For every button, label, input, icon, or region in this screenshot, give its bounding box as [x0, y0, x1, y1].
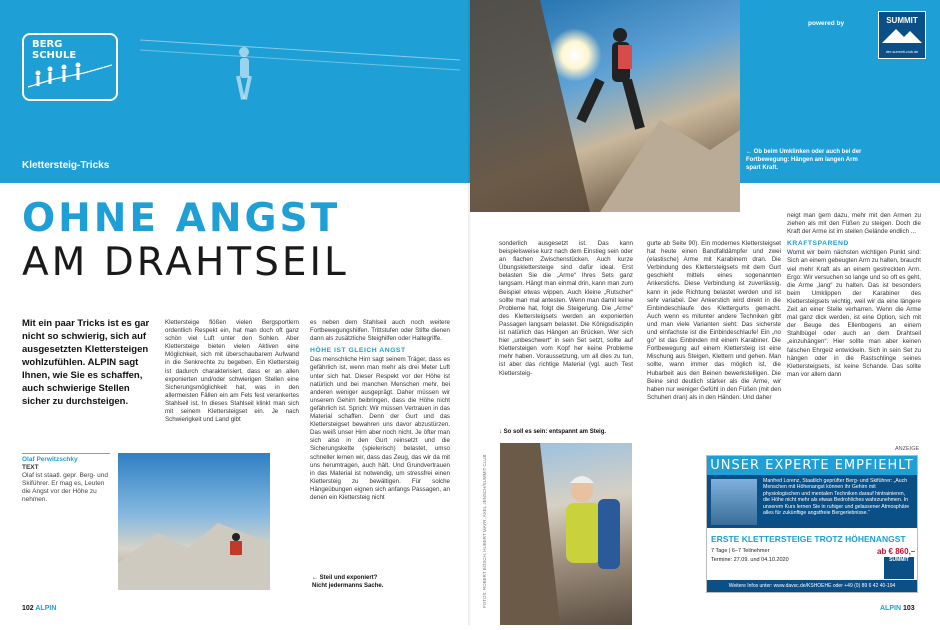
summit-url: der-summit-club.de — [885, 50, 919, 54]
ad-summit-logo-text: SUMMIT — [889, 557, 909, 563]
mag-name-left: ALPIN — [35, 605, 57, 612]
climbers-icon — [24, 35, 116, 99]
climber-photo-bottom-right — [500, 443, 632, 625]
ad-quote: Manfred Lorenz, Staatlich geprüfter Berg- und Skiführer: „Auch Menschen mit Höhenangst können ihr Gehirn mit physiologischen und mentalen Techniken darauf hintrainieren, die Höhe nicht mehr als etwas Bedrohliches wahrzunehmen. In unserem Kurs lernen Sie in ruhiger und gelassener Atmosphäre alles für zukünftige angstfreie Bergerlebnisse.“ — [763, 478, 910, 517]
caption-bottom-right: ↓ So soll es sein: entspannt am Steig. — [499, 429, 607, 435]
caption-bl-line2: Nicht jedermanns Sache. — [312, 583, 384, 589]
article-column-1 — [165, 319, 299, 424]
lead-paragraph: Mit ein paar Tricks ist es gar nicht so schwierig, sich auf ausgesetzten Klettersteigen wohlzufühlen. ALPIN sagt Ihnen, wie Sie es schaffen, auch schwierige Stellen sicher zu durchsteigen. — [22, 318, 150, 407]
headline-line1: OHNE ANGST — [22, 196, 341, 241]
ad-course-title: ERSTE KLETTERSTEIGE TROTZ HÖHENANGST — [711, 534, 906, 544]
caption-bl-line1: ← Steil und exponiert? — [312, 575, 378, 581]
climber-photo-top — [470, 0, 740, 212]
author-label: TEXT — [22, 464, 39, 471]
headline-line2: AM DRAHTSEIL — [22, 240, 349, 285]
rock-face-shape — [470, 0, 740, 212]
page-number-right: 103 — [902, 605, 915, 612]
folio-left — [22, 605, 56, 612]
article-column-3 — [499, 240, 633, 378]
caption-top-right: ← Ob beim Umklinken oder auch bei der Fortbewegung: Hängen am langen Arm spart Kraft. — [746, 149, 862, 171]
ad-footer: Weitere Infos unter: www.davsc.de/KSHOEHE oder +49 (0) 89 6 42 40-194 — [707, 580, 917, 592]
kicker-text: Klettersteig-Tricks — [22, 160, 110, 171]
mountain-icon — [880, 25, 924, 45]
col2-intro: es neben dem Stahlseil auch noch weitere Fortbewegungshilfen. Trittstufen oder Stifte dienen dann als zusätzliche Steighilfen oder Haltegriffe. — [310, 319, 450, 343]
climber-photo-bottom-left — [118, 453, 270, 590]
bergschule-logo — [22, 33, 118, 101]
ad-price: ab € 860,– — [877, 547, 916, 556]
ad-summit-logo — [883, 556, 915, 580]
ad-days: 7 Tage | 6–7 Teilnehmer — [711, 548, 770, 554]
photo-credit: FOTOS: ROBERT BÖSCH, HUBERT MAYR, AXEL JENSCH/SUMMIT CLUB — [482, 454, 487, 608]
article-column-5 — [787, 212, 921, 379]
col5-heading: KRAFTSPAREND — [787, 240, 849, 248]
powered-by-label: powered by — [808, 20, 845, 27]
logo-line2: SCHULE — [32, 50, 77, 61]
ad-label: ANZEIGE — [895, 446, 920, 452]
col2-body: Das menschliche Hirn sagt seinem Träger, dass es gefährlich ist, wenn man mehr als drei Meter Luft unter sich hat. Dieser Respekt vor der Höhe ist natürlich und bei manchen Menschen mehr, bei anderen weniger ausgeprägt. Daher müssen wir unserem Gehirn beibringen, dass die Höhe nicht gefährlich ist. Sprich: Wir müssen Vertrauen in das Material schaffen. Denn der Gurt und das Klettersteigset bewahren uns davor abzustürzen. Das weiß unser Hirn aber noch nicht. Je öfter man sich also in den Gurt reinsetzt und die Sicherungskette (spielerisch) belastet, umso schneller lernen wir, dass das Zeug, das wir da mit uns herumtragen, auch hält. Und Grundvertrauen in das Material ist notwendig, um stressfrei einen Klettersteig zu bewältigen. Für solche Hängeübungen eignen sich anfangs Passagen, an denen ein Klettersteig nicht — [310, 356, 450, 501]
col4-text: gurte ab Seite 90). Ein modernes Klettersteigset hat heute einen Bandfalldämpfer und zwei (elastische) Arme mit Karabinern dran. Die Verbindung des Klettersteigsets mit dem Gurt geschieht mittels eines sogenannten Ankerstichs. Diese Verbindung ist zuverlässig, kann in jede Richtung belastet werden und ist sehr variabel. Der Ankerstich wird direkt in die Einbindeschlaufe des Klettergurts gemacht. Auch wenn es mitunter andere Techniken gibt und man viele Varianten sieht: Das sicherste und einfachste ist die Einbindeschlaufe! Ein „no go“ ist das Einbinden mit einem Karabiner. Die Fortbewegung auf einem Klettersteig ist eine Mischung aus Steigen, Klettern und gehen. Man sollte, wann immer das möglich ist, die Hubarbeit aus den Beinen bewerkstelligen. Die Beine sind deutlich stärker als die Arme, wir haben nur weniger Gefühl in den Füßen (mit den Schuhen dran) als in den Händen. Und daher — [647, 240, 781, 401]
page-number-left: 102 — [22, 605, 34, 612]
summit-logo — [878, 11, 926, 59]
climber-silhouette-image — [140, 10, 460, 120]
page-spine — [468, 0, 471, 625]
author-bio: Olaf ist staatl. gepr. Berg- und Skiführer. Er mag es, Leuten die Angst vor der Höhe zu nehmen. — [22, 472, 108, 503]
ad-body — [707, 475, 917, 528]
author-box — [22, 453, 110, 504]
section-kicker — [22, 160, 109, 171]
col3-text: sonderlich ausgesetzt ist. Das kann beispielsweise kurz nach dem Einstieg sein oder an flachen Zwischenstücken. Auch kurze Übungsklettersteige sind dafür ideal. Erst belasten Sie die „Arme“ Ihres Sets ganz langsam. Hängt man einmal drin, kann man zum Beispiel etwas wippen. Auch kleine „Rutscher“ sollte man mal antesten. Wenn man damit keine Probleme hat, folgt die Steigerung. Die „Arme“ des Klettersteigsets werden an exponierten Passagen langsam belastet. Die Königsdisziplin ist natürlich das Hängen an Brücken. Wer sich hier „unbeschwert“ in sein Set setzt, sollte auf Klettersteigen vom Kopf her keine Probleme mehr haben. Voraussetzung, um all dies zu tun, ist aber das richtige Material (vgl. auch Test Klettersteig- — [499, 240, 633, 377]
mag-name-right: ALPIN — [880, 605, 901, 612]
article-column-4 — [647, 240, 781, 402]
article-column-2 — [310, 319, 450, 502]
ad-headline: UNSER EXPERTE EMPFIEHLT — [707, 456, 917, 475]
col1-text: Klettersteige flößen vielen Bergsportlern ordentlich Respekt ein, hat man doch oft ganz schön viel Luft unter den Sohlen. Aber Klettersteige bieten vielen Aktiven eine Möglichkeit, sich mit überschaubarem Aufwand in die Senkrechte zu begeben. Ein Klettersteig ist dadurch charakterisiert, dass er an allen exponierten und/oder schwierigen Stellen eine Sicherungsmöglichkeit hat, was in den allermeisten Fällen ein am Fels fest verankertes Stahlseil ist. In dieses Stahlseil klinkt man sich mit seinem Klettersteigset ein. Je nach Schwierigkeit und Land gibt — [165, 319, 299, 424]
col5-body: Womit wir beim nächsten wichtigen Punkt sind: Sich an einem gebeugten Arm zu halten, braucht viel mehr Kraft als an einem gestreckten Arm. Ergo: Wir versuchen so lange und so oft es geht, die Arme „lang“ zu halten. Das ist besonders beim Umklippen der Karabiner des Klettersteigsets wichtig, weil wir da eine längere Zeit an einer Stelle verharren. Wenn die Arme mal ganz dick werden, ist eine Option, sich mit der Beuge des Ellenbogens an einem Stahlbügel oder auch an dem Drahtseil „einzuhängen“. Hier sollte man aber keinen falschen Ehrgeiz entwickeln. Sich in sein Set zu hängen oder in die Rastschlinge seines Klettersteigsets, ist keine Schande. Das sollte man vor allem dann — [787, 249, 921, 378]
rock-ridge-shape — [118, 453, 270, 590]
logo-line1: BERG — [32, 39, 63, 50]
summit-logo-text: SUMMIT — [886, 16, 918, 25]
author-name: Olaf Perwitzschky — [22, 456, 78, 463]
smiling-climber-shape — [500, 443, 632, 625]
advertisement — [706, 455, 918, 593]
caption-bottom-left — [312, 574, 432, 590]
folio-right — [880, 605, 915, 612]
col5-intro: neigt man gern dazu, mehr mit den Armen zu ziehen als mit den Füßen zu steigen. Doch die Kraft der Arme ist im steilen Gelände endlich ... — [787, 212, 921, 236]
col2-heading: HÖHE IST GLEICH ANGST — [310, 347, 406, 355]
expert-photo — [711, 479, 757, 525]
ad-dates: Termine: 27.09. und 04.10.2020 — [711, 557, 789, 563]
